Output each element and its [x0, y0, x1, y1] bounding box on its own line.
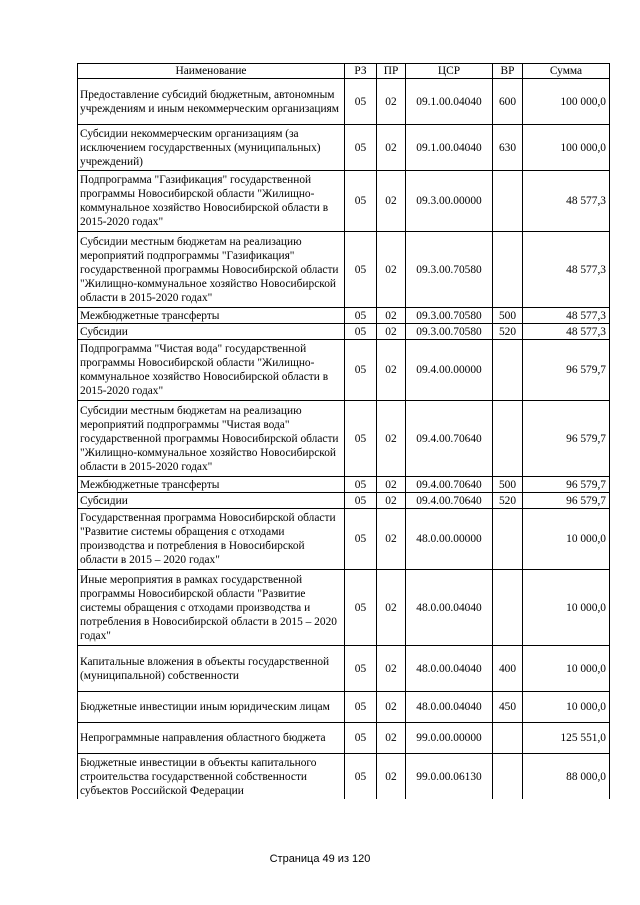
row-csr-cell: 09.1.00.04040: [406, 125, 493, 171]
row-rz-cell: 05: [345, 79, 377, 125]
row-rz-cell: 05: [345, 754, 377, 800]
row-name-cell: Бюджетные инвестиции в объекты капитального строительства государственной собственности субъектов Российской Федерации: [78, 754, 345, 800]
row-sum-cell: 125 551,0: [523, 723, 610, 754]
row-name-cell: Межбюджетные трансферты: [78, 477, 345, 493]
header-sum: Сумма: [523, 64, 610, 79]
row-sum-cell: 100 000,0: [523, 79, 610, 125]
row-sum-cell: 48 577,3: [523, 232, 610, 308]
table-row: [78, 570, 610, 646]
row-name-cell: Субсидии: [78, 493, 345, 509]
table-row: [78, 125, 610, 171]
row-vr-cell: 400: [493, 646, 523, 692]
header-pr: ПР: [377, 64, 406, 79]
table-row: [78, 324, 610, 340]
row-name-cell: Субсидии местным бюджетам на реализацию мероприятий подпрограммы "Чистая вода" государственной программы Новосибирской области "Жилищно-коммунальное хозяйство Новосибирской области в 2015-2020 годах": [78, 401, 345, 477]
row-rz-cell: 05: [345, 401, 377, 477]
row-vr-cell: 630: [493, 125, 523, 171]
row-name-cell: Предоставление субсидий бюджетным, автономным учреждениям и иным некоммерческим организациям: [78, 79, 345, 125]
row-vr-cell: [493, 570, 523, 646]
table-body: [78, 79, 610, 800]
row-vr-cell: 450: [493, 692, 523, 723]
row-rz-cell: 05: [345, 340, 377, 401]
row-pr-cell: 02: [377, 324, 406, 340]
row-vr-cell: 520: [493, 493, 523, 509]
row-csr-cell: 09.3.00.70580: [406, 308, 493, 324]
row-pr-cell: 02: [377, 646, 406, 692]
header-row: [78, 64, 610, 79]
row-csr-cell: 09.4.00.00000: [406, 340, 493, 401]
row-pr-cell: 02: [377, 79, 406, 125]
row-vr-cell: [493, 171, 523, 232]
table-row: [78, 509, 610, 570]
row-csr-cell: 48.0.00.00000: [406, 509, 493, 570]
row-pr-cell: 02: [377, 125, 406, 171]
table-row: [78, 754, 610, 800]
row-vr-cell: [493, 509, 523, 570]
row-sum-cell: 96 579,7: [523, 401, 610, 477]
table-row: [78, 692, 610, 723]
header-name: Наименование: [78, 64, 345, 79]
row-vr-cell: 520: [493, 324, 523, 340]
header-vr: ВР: [493, 64, 523, 79]
row-name-cell: Межбюджетные трансферты: [78, 308, 345, 324]
row-csr-cell: 09.3.00.70580: [406, 232, 493, 308]
row-csr-cell: 09.4.00.70640: [406, 401, 493, 477]
table-row: [78, 232, 610, 308]
row-vr-cell: [493, 754, 523, 800]
row-name-cell: Непрограммные направления областного бюджета: [78, 723, 345, 754]
header-rz: РЗ: [345, 64, 377, 79]
row-vr-cell: [493, 401, 523, 477]
table-row: [78, 308, 610, 324]
table-header: [78, 64, 610, 79]
row-rz-cell: 05: [345, 232, 377, 308]
row-csr-cell: 09.4.00.70640: [406, 477, 493, 493]
row-csr-cell: 09.4.00.70640: [406, 493, 493, 509]
row-name-cell: Государственная программа Новосибирской области "Развитие системы обращения с отходами производства и потребления в Новосибирской области в 2015 – 2020 годах": [78, 509, 345, 570]
row-csr-cell: 09.3.00.70580: [406, 324, 493, 340]
table-row: [78, 477, 610, 493]
row-sum-cell: 48 577,3: [523, 171, 610, 232]
row-csr-cell: 99.0.00.00000: [406, 723, 493, 754]
row-sum-cell: 48 577,3: [523, 324, 610, 340]
row-sum-cell: 10 000,0: [523, 570, 610, 646]
row-pr-cell: 02: [377, 570, 406, 646]
row-sum-cell: 10 000,0: [523, 646, 610, 692]
table-row: [78, 171, 610, 232]
row-pr-cell: 02: [377, 692, 406, 723]
row-pr-cell: 02: [377, 171, 406, 232]
row-sum-cell: 10 000,0: [523, 692, 610, 723]
table-row: [78, 340, 610, 401]
row-pr-cell: 02: [377, 754, 406, 800]
row-rz-cell: 05: [345, 493, 377, 509]
row-rz-cell: 05: [345, 723, 377, 754]
row-sum-cell: 96 579,7: [523, 477, 610, 493]
row-pr-cell: 02: [377, 401, 406, 477]
row-sum-cell: 10 000,0: [523, 509, 610, 570]
row-csr-cell: 09.1.00.04040: [406, 79, 493, 125]
row-rz-cell: 05: [345, 692, 377, 723]
row-vr-cell: [493, 723, 523, 754]
row-vr-cell: 500: [493, 308, 523, 324]
row-name-cell: Субсидии некоммерческим организациям (за исключением государственных (муниципальных) учреждений): [78, 125, 345, 171]
row-name-cell: Субсидии: [78, 324, 345, 340]
row-vr-cell: 600: [493, 79, 523, 125]
budget-table: [77, 63, 610, 799]
row-rz-cell: 05: [345, 477, 377, 493]
row-sum-cell: 48 577,3: [523, 308, 610, 324]
row-pr-cell: 02: [377, 340, 406, 401]
row-rz-cell: 05: [345, 125, 377, 171]
row-rz-cell: 05: [345, 509, 377, 570]
row-csr-cell: 09.3.00.00000: [406, 171, 493, 232]
table-row: [78, 493, 610, 509]
table-row: [78, 723, 610, 754]
row-vr-cell: 500: [493, 477, 523, 493]
row-name-cell: Иные мероприятия в рамках государственной программы Новосибирской области "Развитие системы обращения с отходами производства и потребления в Новосибирской области в 2015 – 2020 годах": [78, 570, 345, 646]
row-sum-cell: 88 000,0: [523, 754, 610, 800]
page-number: Страница 49 из 120: [269, 853, 371, 865]
row-name-cell: Бюджетные инвестиции иным юридическим лицам: [78, 692, 345, 723]
table-row: [78, 79, 610, 125]
row-sum-cell: 96 579,7: [523, 340, 610, 401]
row-pr-cell: 02: [377, 493, 406, 509]
row-name-cell: Капитальные вложения в объекты государственной (муниципальной) собственности: [78, 646, 345, 692]
row-csr-cell: 99.0.00.06130: [406, 754, 493, 800]
row-vr-cell: [493, 232, 523, 308]
row-name-cell: Подпрограмма "Газификация" государственной программы Новосибирской области "Жилищно-коммунальное хозяйство Новосибирской области в 2015-2020 годах": [78, 171, 345, 232]
row-rz-cell: 05: [345, 171, 377, 232]
row-pr-cell: 02: [377, 509, 406, 570]
row-name-cell: Подпрограмма "Чистая вода" государственной программы Новосибирской области "Жилищно-коммунальное хозяйство Новосибирской области в 2015-2020 годах": [78, 340, 345, 401]
row-pr-cell: 02: [377, 723, 406, 754]
row-rz-cell: 05: [345, 570, 377, 646]
header-csr: ЦСР: [406, 64, 493, 79]
row-sum-cell: 96 579,7: [523, 493, 610, 509]
table-row: [78, 401, 610, 477]
row-name-cell: Субсидии местным бюджетам на реализацию мероприятий подпрограммы "Газификация" государственной программы Новосибирской области "Жилищно-коммунальное хозяйство Новосибирской области в 2015-2020 годах": [78, 232, 345, 308]
row-rz-cell: 05: [345, 308, 377, 324]
row-csr-cell: 48.0.00.04040: [406, 570, 493, 646]
row-vr-cell: [493, 340, 523, 401]
row-pr-cell: 02: [377, 308, 406, 324]
row-sum-cell: 100 000,0: [523, 125, 610, 171]
row-pr-cell: 02: [377, 232, 406, 308]
row-csr-cell: 48.0.00.04040: [406, 646, 493, 692]
row-csr-cell: 48.0.00.04040: [406, 692, 493, 723]
row-rz-cell: 05: [345, 324, 377, 340]
row-rz-cell: 05: [345, 646, 377, 692]
table-row: [78, 646, 610, 692]
row-pr-cell: 02: [377, 477, 406, 493]
